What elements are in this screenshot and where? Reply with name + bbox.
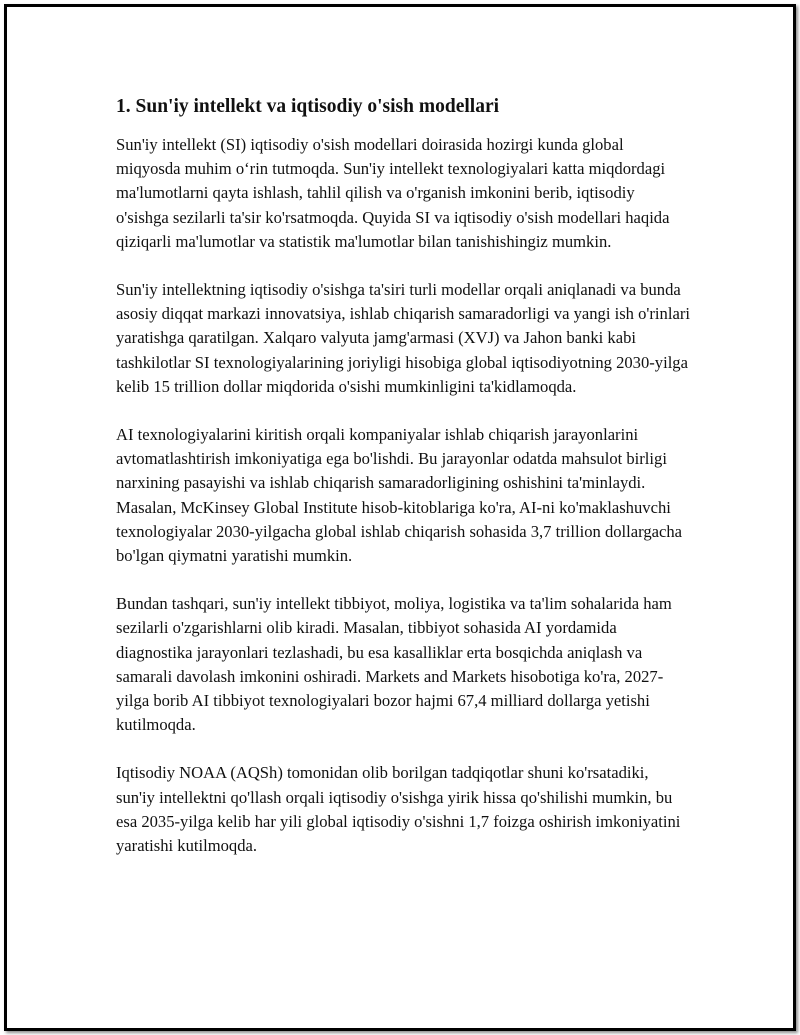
document-body (116, 94, 691, 882)
paragraph-5: Iqtisodiy NOAA (AQSh) tomonidan olib borilgan tadqiqotlar shuni ko'rsatadiki, sun'iy intellektni qo'llash orqali iqtisodiy o'sishga yirik hissa qo'shilishi mumkin, bu esa 2035-yilga kelib har yili global iqtisodiy o'sishni 1,7 foizga oshirish imkoniyatini yaratishi kutilmoqda. (116, 763, 681, 856)
paragraph-3: AI texnologiyalarini kiritish orqali kompaniyalar ishlab chiqarish jarayonlarini avtomatlashtirish imkoniyatiga ega bo'lishdi. Bu jarayonlar odatda mahsulot birligi narxining pasayishi va ishlab chiqarish samaradorligining oshishini ta'minlaydi. Masalan, McKinsey Global Institute hisob-kitoblariga ko'ra, AI-ni ko'maklashuvchi texnologiyalar 2030-yilgacha global ishlab chiqarish sohasida 3,7 trillion dollargacha bo'lgan qiymatni yaratishi mumkin. (116, 425, 683, 566)
paragraph-2: Sun'iy intellektning iqtisodiy o'sishga ta'siri turli modellar orqali aniqlanadi va bunda asosiy diqqat markazi innovatsiya, ishlab chiqarish samaradorligi va yangi ish o'rinlari yaratishga qaratilgan. Xalqaro valyuta jamg'armasi (XVJ) va Jahon banki kabi tashkilotlar SI texnologiyalarining joriyligi hisobiga global iqtisodiyotning 2030-yilga kelib 15 trillion dollar miqdorida o'sishi mumkinligini ta'kidlamoqda. (116, 280, 690, 396)
section-heading: 1. Sun'iy intellekt va iqtisodiy o'sish modellari (116, 96, 500, 117)
paragraph-1: Sun'iy intellekt (SI) iqtisodiy o'sish modellari doirasida hozirgi kunda global miqyosda muhim o‘rin tutmoqda. Sun'iy intellekt texnologiyalari katta miqdordagi ma'lumotlarni qayta ishlash, tahlil qilish va o'rganish imkonini berib, iqtisodiy o'sishga sezilarli ta'sir ko'rsatmoqda. Quyida SI va iqtisodiy o'sish modellari haqida qiziqarli ma'lumotlar va statistik ma'lumotlar bilan tanishishingiz mumkin. (116, 135, 670, 251)
paragraph-4: Bundan tashqari, sun'iy intellekt tibbiyot, moliya, logistika va ta'lim sohalarida ham sezilarli o'zgarishlarni olib kiradi. Masalan, tibbiyot sohasida AI yordamida diagnostika jarayonlari tezlashadi, bu esa kasalliklar erta bosqichda aniqlash va samarali davolash imkonini oshiradi. Markets and Markets hisobotiga ko'ra, 2027-yilga borib AI tibbiyot texnologiyalari bozor hajmi 67,4 milliard dollarga yetishi kutilmoqda. (116, 594, 672, 735)
